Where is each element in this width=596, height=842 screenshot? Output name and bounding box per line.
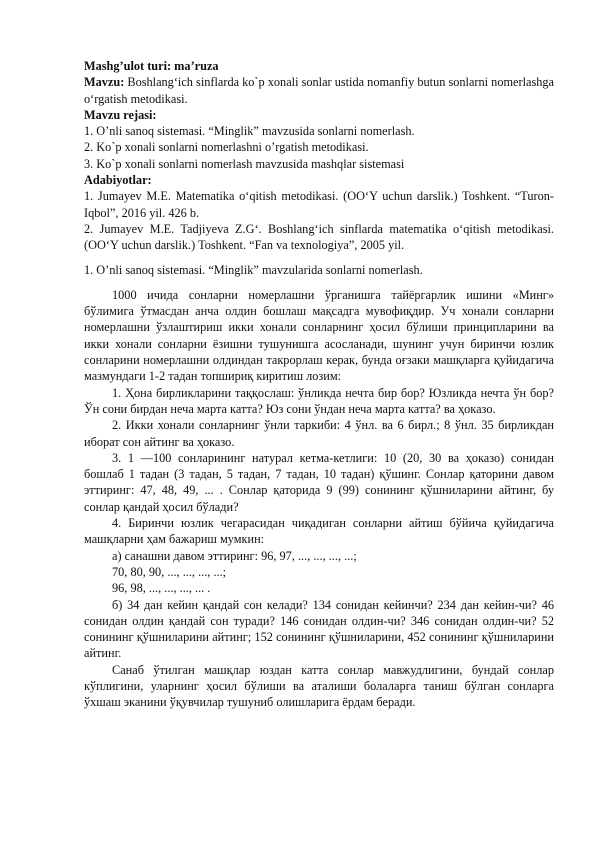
plan-label: Mavzu rejasi: [84, 107, 157, 122]
plan-item-3: 3. Ko`p xonali sonlarni nomerlash mavzusida mashqlar sistemasi [84, 156, 405, 171]
plan-item-1: 1. O’nli sanoq sistemasi. “Minglik” mavzusida sonlarni nomerlash. [84, 124, 415, 139]
exercise-3: 3. 1 —100 сонларининг натурал кетма-кетлиги: 10 (20, 30 ва ҳоказо) сонидан бошлаб 1 тадан (3 тадан, 5 тадан, 7 тадан, 10 тадан) қўшинг. Сонлар қаторини давом эттиринг: 47, 48, 49, ... . Сонлар қаторида 9 (99) сонининг қўшниларини айтинг, бу сонлар қандай ҳосил бўлади? [84, 450, 554, 514]
exercise-4: 4. Биринчи юзлик чегарасидан чиқадиган сонларни айтиш бўйича қуйидагича машқларни ҳам бажариш мумкин: [84, 516, 554, 547]
exercise-1: 1. Ҳона бирликларини таққослаш: ўнликда нечта бир бор? Юзликда нечта ўн бор? Ўн сони бирдан неча марта катта? Юз сони ўндан неча марта катта? ва ҳоказо. [84, 385, 554, 416]
exercise-4a-row2: 70, 80, 90, ..., ..., ..., ...; [112, 564, 227, 579]
exercise-4b: б) 34 дан кейин қандай сон келади? 134 сонидан кейинчи? 234 дан кейин-чи? 46 сонидан олдин қандай сон туради? 146 сонидан олдин-чи? 346 сонидан олдин-чи? 52 сонининг қўшниларини айтинг; 152 сонининг қўшниларини, 452 сонининг қўшниларини айтинг. [84, 597, 554, 661]
plan-item-2: 2. Ko`p xonali sonlarni nomerlashni o’rgatish metodikasi. [84, 140, 369, 155]
exercise-4a: а) санашни давом эттиринг: 96, 97, ..., ..., ..., ...; [112, 548, 357, 563]
exercise-4a-row3: 96, 98, ..., ..., ..., ... . [112, 581, 211, 596]
literature-label: Adabiyotlar: [84, 173, 152, 188]
intro-paragraph: 1000 ичида сонларни номерлашни ўрганишга тайёргарлик ишини «Минг» бўлимига ўтмасдан анча олдин бошлаш мақсадга мувофиқдир. Уч хонали сонларни номерлашни ўзлаштириш икки хонали сонларнинг ҳосил бўлиши принципларини ва икки хонали сонларни ёзишни тушунишга асосланади, шунинг учун биринчи юзлик сонларини номерлашни олдиндан такрорлаш керак, бунда оғзаки машқларга қуйидагича мазмундаги 1-2 тадан топшириқ киритиш лозим: [84, 287, 554, 384]
topic-text: Boshlang‘ich sinflarda ko`p xonali sonlar ustida nomanfiy butun sonlarni nomerlashga o‘rgatish metodikasi. [84, 75, 554, 106]
document-page [84, 58, 554, 711]
exercise-2: 2. Икки хонали сонларнинг ўнли таркиби: 4 ўнл. ва 6 бирл.; 8 ўнл. 35 бирликдан иборат сон айтинг ва ҳоказо. [84, 418, 554, 449]
literature-item-2: 2. Jumayev M.E. Tadjiyeva Z.G‘. Boshlang‘ich sinflarda matematika o‘qitish metodikasi. (OO‘Y uchun darslik.) Toshkent. “Fan va texnologiya”, 2005 yil. [84, 221, 554, 253]
literature-item-1: 1. Jumayev M.E. Matematika o‘qitish metodikasi. (OO‘Y uchun darslik.) Toshkent. “Turon-Iqbol”, 2016 yil. 426 b. [84, 189, 554, 220]
topic [84, 74, 554, 107]
section-title: 1. O’nli sanoq sistemasi. “Minglik” mavzularida sonlarni nomerlash. [84, 262, 423, 277]
topic-label: Mavzu: [84, 75, 125, 90]
closing-paragraph: Санаб ўтилган машқлар юздан катта сонлар мавжудлигини, бундай сонлар кўплигини, уларнинг ҳосил бўлиши ва аталиши болаларга таниш бўлган сонларга ўхшаш эканини ўқувчилар тушуниб олишларига ёрдам беради. [84, 662, 554, 710]
lesson-type: Mashg’ulot turi: ma’ruza [84, 59, 219, 73]
